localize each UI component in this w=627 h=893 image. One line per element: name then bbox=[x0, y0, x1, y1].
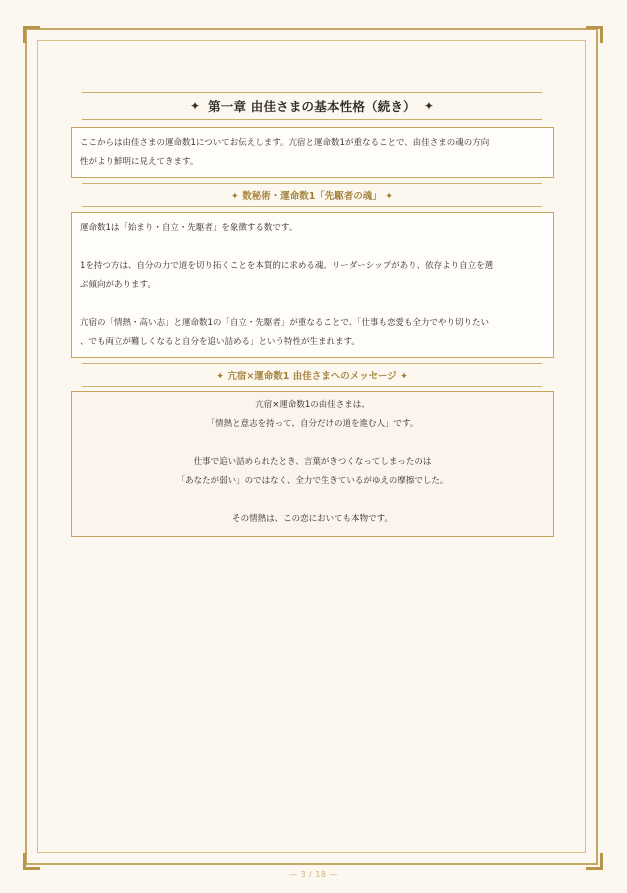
intro-box bbox=[71, 127, 554, 178]
chapter-title: 第一章 由佳さまの基本性格（続き） bbox=[208, 99, 416, 114]
message-line: 亢宿×運命数1の由佳さまは、 bbox=[255, 400, 370, 410]
intro-line: ここからは由佳さまの運命数1についてお伝えします。亢宿と運命数1が重なることで、由佳さまの魂の方向 bbox=[80, 138, 490, 148]
corner-ornament-top-right bbox=[586, 26, 603, 43]
chapter-heading bbox=[82, 92, 542, 120]
message-line: 「あなたが弱い」のではなく、全力で生きているがゆえの摩擦でした。 bbox=[176, 476, 449, 486]
corner-ornament-bottom-left bbox=[23, 853, 40, 870]
section-heading-message bbox=[82, 363, 542, 387]
corner-ornament-bottom-right bbox=[586, 853, 603, 870]
section-title: ✦ 数秘術・運命数1「先駆者の魂」 ✦ bbox=[230, 191, 394, 202]
section-title: ✦ 亢宿×運命数1 由佳さまへのメッセージ ✦ bbox=[216, 371, 408, 382]
star-ornament-icon: ✦ bbox=[190, 99, 201, 113]
message-line: 「情熱と意志を持って、自分だけの道を進む人」です。 bbox=[206, 419, 419, 429]
page-number: — 3 / 18 — bbox=[288, 870, 339, 879]
corner-ornament-top-left bbox=[23, 26, 40, 43]
paragraph-line: 運命数1は「始まり・自立・先駆者」を象徴する数です。 bbox=[80, 223, 298, 233]
star-ornament-icon: ✦ bbox=[423, 99, 434, 113]
section-heading-numerology bbox=[82, 183, 542, 207]
paragraph-line: 亢宿の「情熱・高い志」と運命数1の「自立・先駆者」が重なることで、「仕事も恋愛も全力でやり切りたい bbox=[80, 318, 489, 328]
message-line: その情熱は、この恋においても本物です。 bbox=[232, 514, 393, 524]
paragraph-line: 1を持つ方は、自分の力で道を切り拓くことを本質的に求める魂。リーダーシップがあり、依存より自立を選 bbox=[80, 261, 494, 271]
intro-line: 性がより鮮明に見えてきます。 bbox=[80, 157, 199, 167]
paragraph-line: 、でも両立が難しくなると自分を追い詰める」という特性が生まれます。 bbox=[80, 337, 360, 347]
message-line: 仕事で追い詰められたとき、言葉がきつくなってしまったのは bbox=[193, 457, 432, 467]
numerology-box bbox=[71, 212, 554, 358]
message-box bbox=[71, 391, 554, 537]
paragraph-line: ぶ傾向があります。 bbox=[80, 280, 156, 290]
